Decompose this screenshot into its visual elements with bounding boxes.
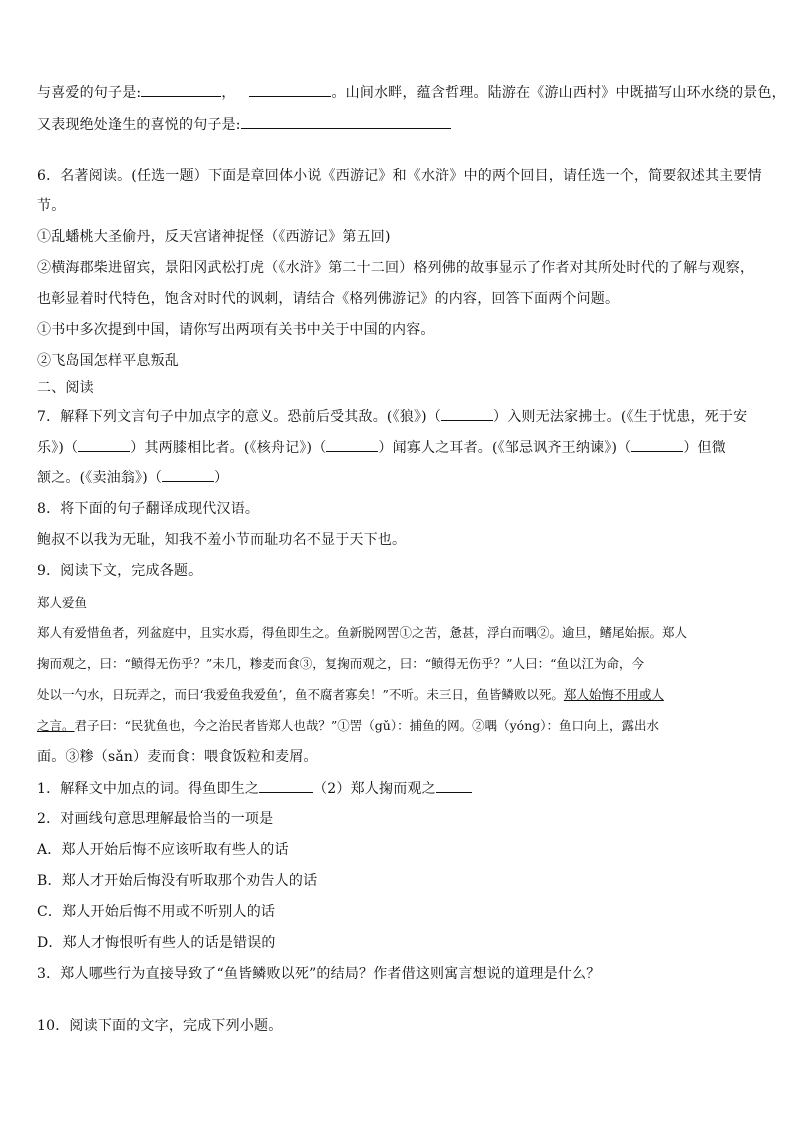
answer-blank[interactable] — [259, 778, 313, 793]
q6-item-2a: ②横海郡柴进留宾，景阳冈武松打虎（《水浒》第二十二回）格列佛的故事显示了作者对其所处时代的了解与观察， — [37, 260, 755, 276]
answer-blank[interactable] — [441, 406, 493, 421]
answer-blank[interactable] — [631, 437, 683, 452]
q8-prompt: 8．将下面的句子翻译成现代汉语。 — [37, 501, 260, 517]
q7-line-1 — [37, 406, 774, 427]
answer-blank[interactable] — [141, 82, 221, 97]
section-title: 二、阅读 — [37, 380, 94, 396]
q7-text: 乐》)（ — [37, 440, 79, 456]
answer-blank[interactable] — [326, 437, 378, 452]
q7-text: 颔之。(《卖油翁》)（ — [37, 470, 163, 486]
q6-line-1: 6．名著阅读。(任选一题）下面是章回体小说《西游记》和《水浒》中的两个回目，请任选一个，简要叙述其主要情 — [37, 168, 762, 184]
answer-blank[interactable] — [436, 778, 472, 793]
q7-text: ）其两膝相比者。(《核舟记》)（ — [130, 440, 327, 456]
passage-line-2: 掬而观之，曰：“鲼得无伤乎？”未几，糁麦而食③，复掬而观之，曰：“鲼得无伤乎？”人曰：“鱼以江为命，今 — [37, 656, 644, 671]
q5-separator: ， — [221, 85, 236, 101]
q9-sub-text: 1．解释文中加点的词。得鱼即生之 — [37, 781, 260, 797]
q9-sub-3: 3．郑人哪些行为直接导致了“鱼皆鳞败以死”的结局？作者借这则寓言想说的道理是什么？ — [37, 966, 601, 982]
q6-sub-1: ①书中多次提到中国，请你写出两项有关书中关于中国的内容。 — [37, 322, 435, 338]
q9-sub-2: 2．对画线句意思理解最恰当的一项是 — [37, 811, 274, 827]
passage-text: 君子曰：“民犹鱼也，今之治民者皆郑人也哉？”①罟（gǔ）：捕鱼的网。②喁（yóng）：鱼口向上，露出水 — [74, 718, 659, 733]
option-b[interactable]: B．郑人才开始后悔没有听取那个劝告人的话 — [37, 873, 318, 889]
q6-item-2b: 也彰显着时代特色，饱含对时代的讽刺，请结合《格列佛游记》的内容，回答下面两个问题。 — [37, 291, 620, 307]
answer-blank[interactable] — [249, 82, 331, 97]
q6-sub-2: ②飞岛国怎样平息叛乱 — [37, 353, 179, 369]
q6-line-2: 节。 — [37, 198, 66, 214]
underlined-sentence: 郑人始悔不用或人 — [563, 687, 664, 702]
q7-text: ）闻寡人之耳者。(《邹忌讽齐王纳谏》)（ — [378, 440, 632, 456]
passage-line-1: 郑人有爱惜鱼者，列盆庭中，且实水焉，得鱼即生之。鱼新脱网罟①之苦，惫甚，浮白而喁②。逾旦，鳍尾始振。郑人 — [37, 625, 688, 640]
q5-prompt-c: 又表现绝处逢生的喜悦的句子是: — [37, 117, 241, 133]
q10-prompt: 10．阅读下面的文字，完成下列小题。 — [37, 1018, 283, 1034]
q7-line-2 — [37, 437, 774, 458]
q9-prompt: 9．阅读下文，完成各题。 — [37, 563, 203, 579]
option-a[interactable]: A．郑人开始后悔不应该听取有些人的话 — [37, 842, 289, 858]
passage-line-4 — [37, 716, 774, 736]
q9-sub-1 — [37, 778, 774, 799]
q5-prompt-a: 与喜爱的句子是: — [37, 85, 142, 101]
passage-text: 处以一勺水，日玩弄之，而曰‘我爱鱼我爱鱼’，鱼不腐者寡矣！”不听。未三日，鱼皆鳞败以死。 — [37, 687, 564, 702]
answer-blank[interactable] — [162, 467, 214, 482]
q9-sub-text: （2）郑人掬而观之 — [313, 781, 436, 797]
q7-text: ）但微 — [683, 440, 726, 456]
passage-line-3 — [37, 685, 774, 705]
answer-blank[interactable] — [241, 114, 451, 129]
q6-item-1: ①乱蟠桃大圣偷丹，反天宫诸神捉怪（《西游记》第五回) — [37, 229, 391, 245]
q5-prompt-b: 。山间水畔，蕴含哲理。陆游在《游山西村》中既描写山环水绕的景色， — [331, 85, 786, 101]
q5-line-1 — [37, 82, 786, 103]
q5-line-2 — [37, 114, 774, 135]
q7-text: ） — [214, 470, 229, 486]
q7-line-3 — [37, 467, 774, 488]
q8-sentence: 鲍叔不以我为无耻，知我不羞小节而耻功名不显于天下也。 — [37, 532, 407, 548]
q7-text: 7．解释下列文言句子中加点字的意义。恐前后受其敌。(《狼》)（ — [37, 409, 442, 425]
answer-blank[interactable] — [78, 437, 130, 452]
option-c[interactable]: C．郑人开始后悔不用或不听别人的话 — [37, 904, 276, 920]
passage-title: 郑人爱鱼 — [37, 595, 88, 610]
q7-text: ）入则无法家拂士。(《生于忧患，死于安 — [493, 409, 748, 425]
underlined-sentence: 之言。 — [37, 718, 75, 733]
passage-notes: 面。③糁（sǎn）麦而食：喂食饭粒和麦屑。 — [37, 749, 318, 765]
option-d[interactable]: D．郑人才悔恨听有些人的话是错误的 — [37, 935, 276, 951]
